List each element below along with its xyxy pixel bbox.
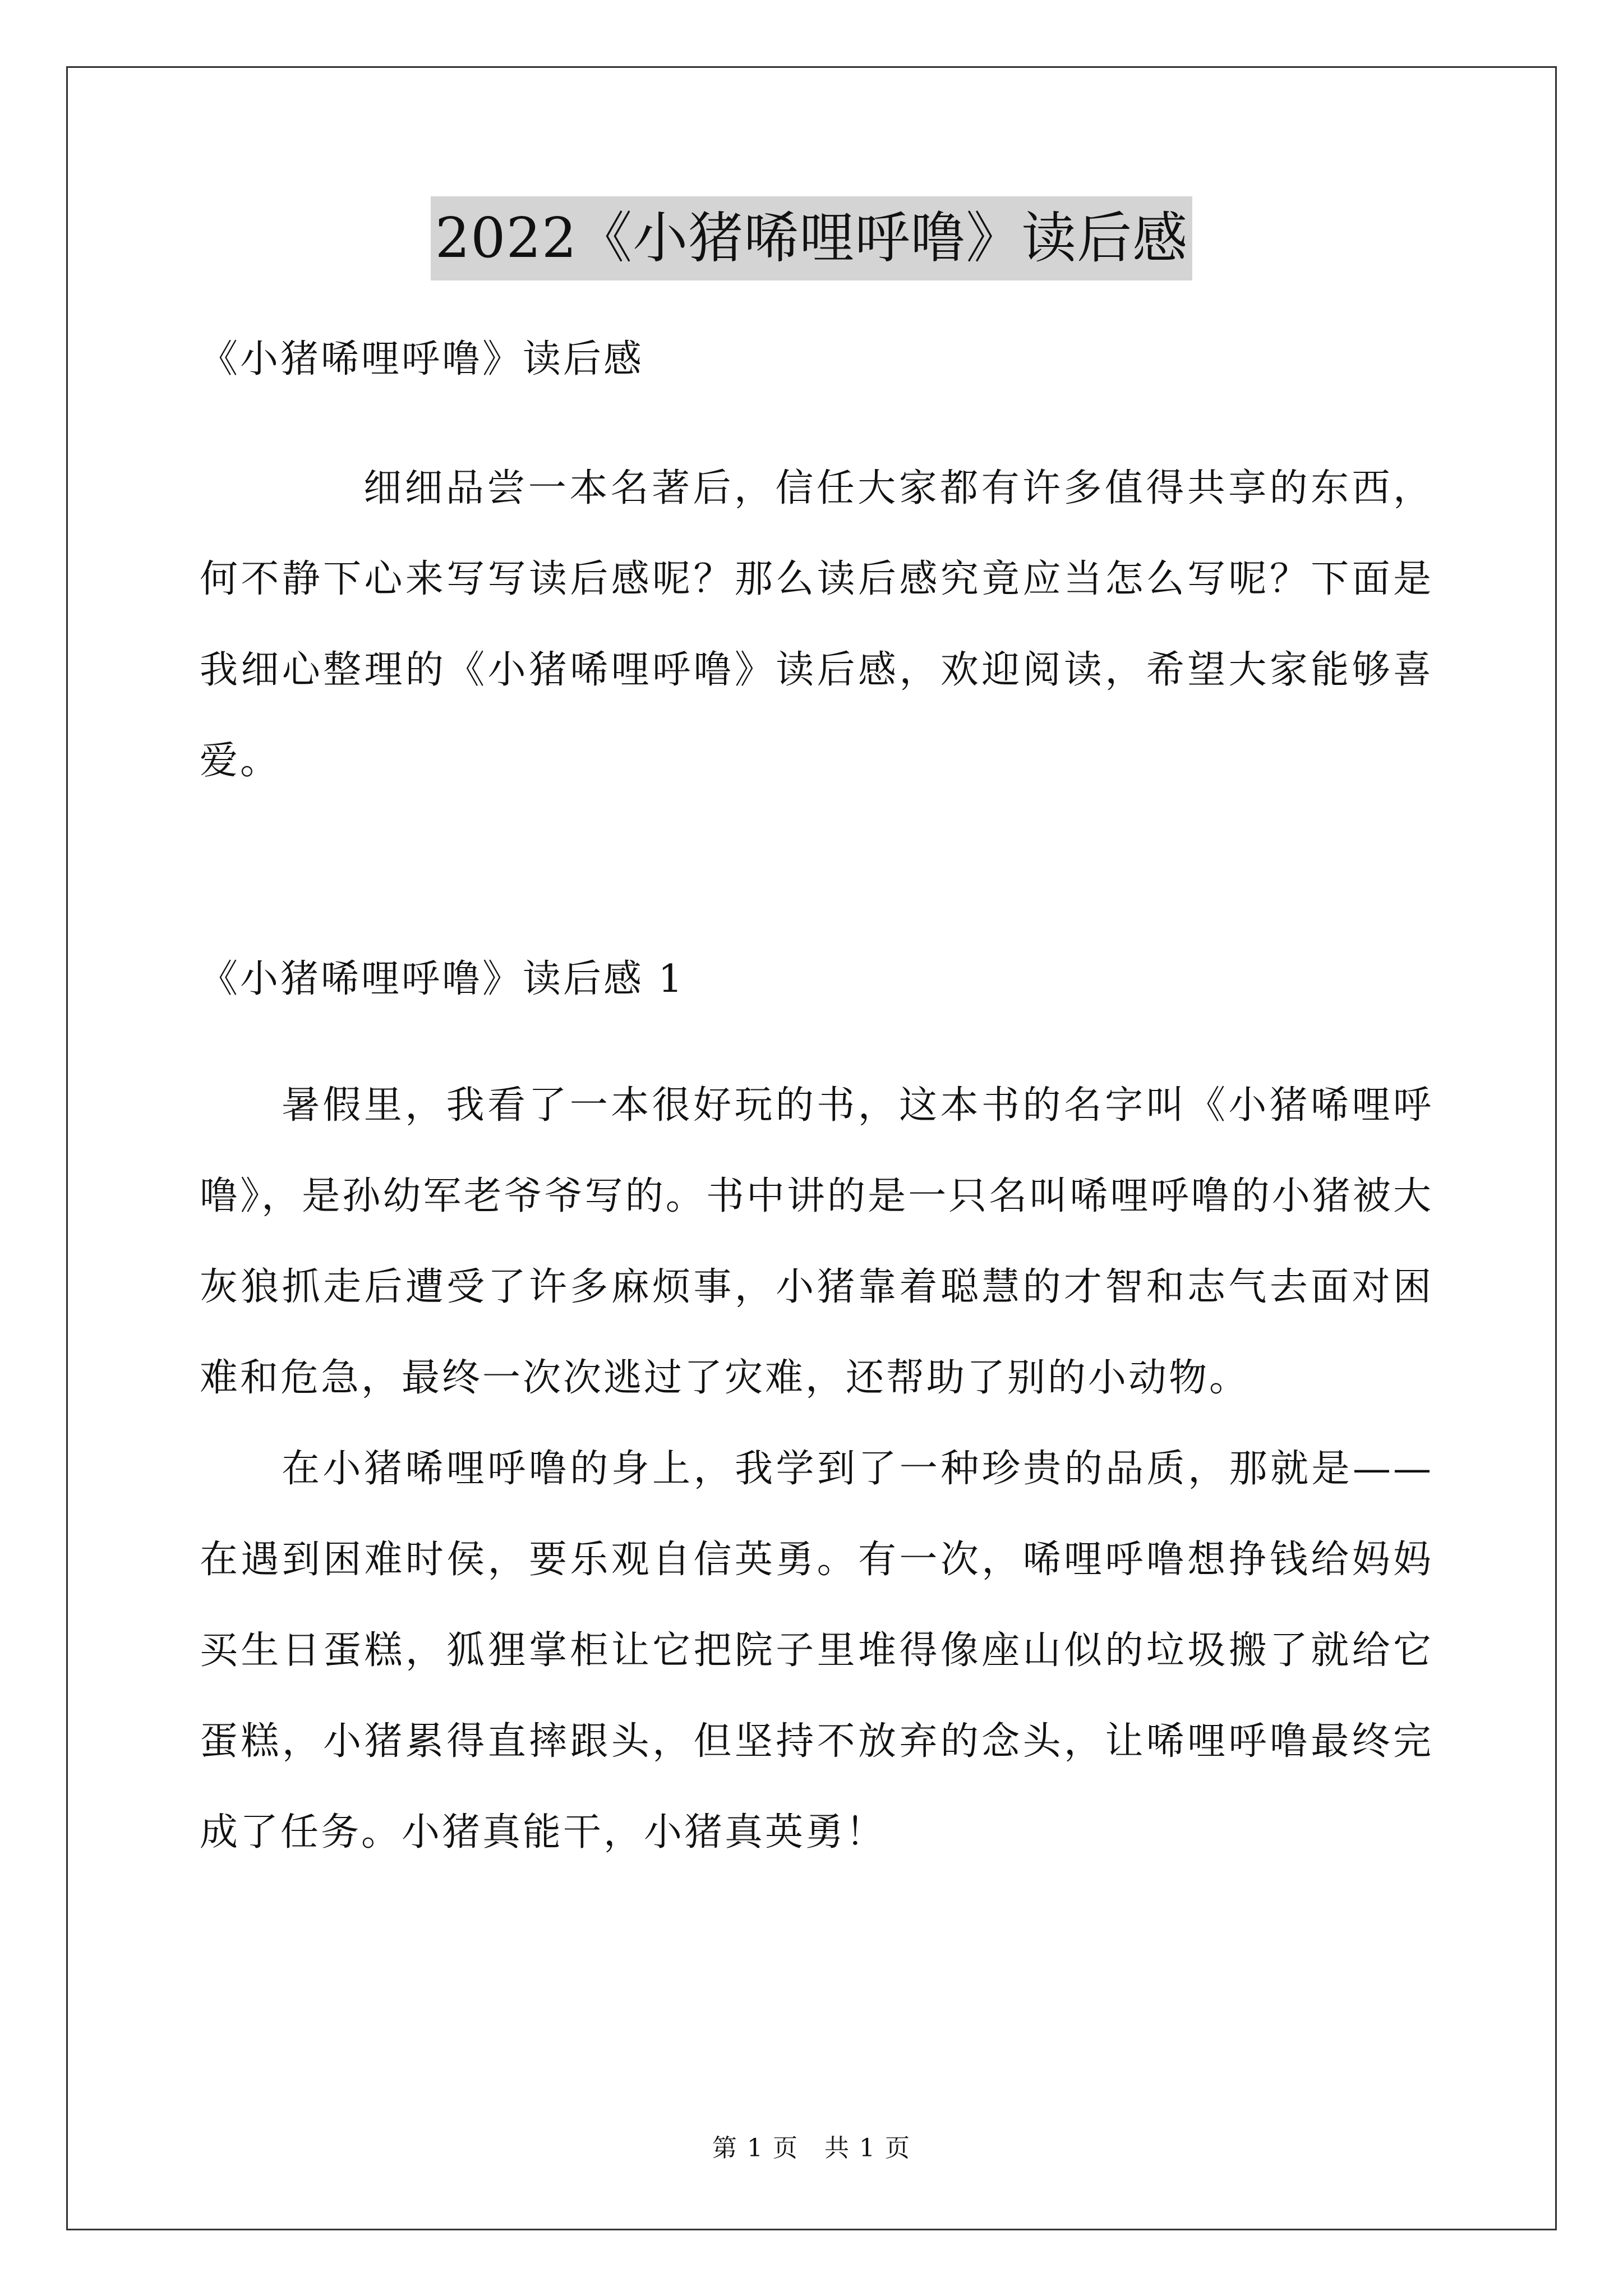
intro-paragraph: 细细品尝一本名著后，信任大家都有许多值得共享的东西，何不静下心来写写读后感呢？那么读后感究竟应当怎么写呢？下面是我细心整理的《小猪唏哩呼噜》读后感，欢迎阅读，希望大家能够喜爱。 <box>200 466 1433 783</box>
intro-block <box>200 443 1433 807</box>
document-title: 2022《小猪唏哩呼噜》读后感 <box>431 196 1192 280</box>
intro-heading-block <box>200 314 1433 405</box>
section-heading-block <box>200 934 1433 1025</box>
page-total: 共 1 页 <box>824 2134 911 2162</box>
page-footer <box>0 2132 1623 2165</box>
body-paragraph-1: 暑假里，我看了一本很好玩的书，这本书的名字叫《小猪唏哩呼噜》，是孙幼军老爷爷写的。书中讲的是一只名叫唏哩呼噜的小猪被大灰狼抓走后遭受了许多麻烦事，小猪靠着聪慧的才智和志气去面对困难和危急，最终一次次逃过了灾难，还帮助了别的小动物。 <box>200 1083 1433 1400</box>
section-heading: 《小猪唏哩呼噜》读后感 1 <box>200 957 685 1001</box>
title-wrap <box>0 196 1623 280</box>
body-paragraph-2: 在小猪唏哩呼噜的身上，我学到了一种珍贵的品质，那就是——在遇到困难时侯，要乐观自信英勇。有一次，唏哩呼噜想挣钱给妈妈买生日蛋糕，狐狸掌柜让它把院子里堆得像座山似的垃圾搬了就给它蛋糕，小猪累得直摔跟头，但坚持不放弃的念头，让唏哩呼噜最终完成了任务。小猪真能干，小猪真英勇！ <box>200 1447 1433 1855</box>
page-number: 第 1 页 <box>712 2134 799 2162</box>
section-body <box>200 1060 1433 1878</box>
intro-heading: 《小猪唏哩呼噜》读后感 <box>200 337 644 381</box>
